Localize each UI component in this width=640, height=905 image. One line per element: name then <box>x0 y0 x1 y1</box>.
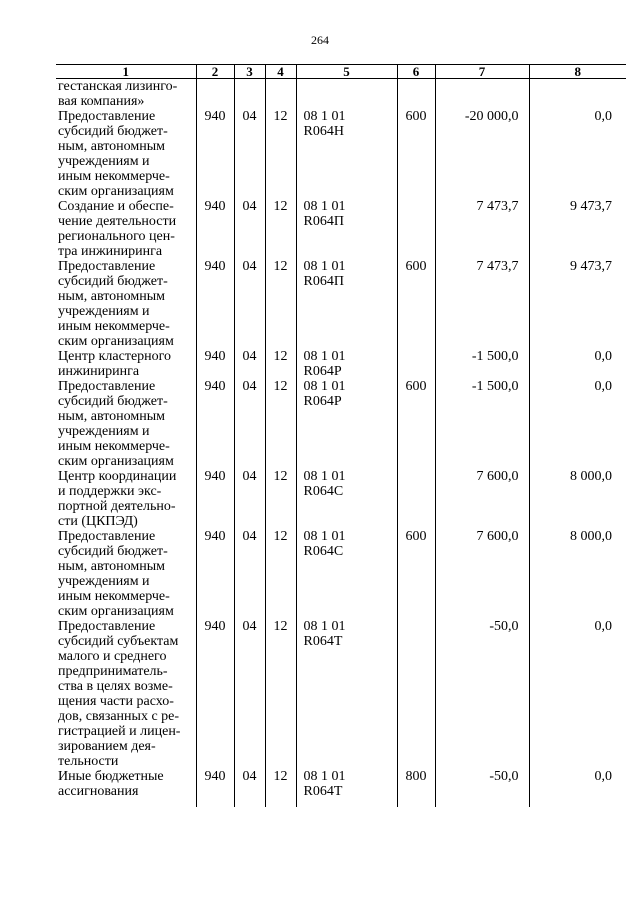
cell-subsection-code: 12 <box>265 769 296 807</box>
cell-amount-change: -1 500,0 <box>435 349 529 379</box>
cell-section-code: 04 <box>234 259 265 349</box>
cell-amount-total: 0,0 <box>529 379 626 469</box>
cell-expense-type: 600 <box>397 529 435 619</box>
cell-section-code: 04 <box>234 349 265 379</box>
page-number: 264 <box>311 33 329 47</box>
cell-amount-change: -50,0 <box>435 769 529 807</box>
cell-amount-change: 7 473,7 <box>435 259 529 349</box>
row-description: Предоставление субсидий бюджет- ным, автономным учреждениям и иным некоммерче- ским организациям <box>58 529 174 619</box>
cell-amount-total: 0,0 <box>529 769 626 807</box>
cell-target-article <box>296 79 397 110</box>
cell-ministry-code: 940 <box>196 349 234 379</box>
cell-section-code: 04 <box>234 619 265 769</box>
cell-amount-change: -1 500,0 <box>435 379 529 469</box>
cell-amount-change: 7 600,0 <box>435 469 529 529</box>
cell-expense-type: 600 <box>397 109 435 199</box>
cell-amount-total: 0,0 <box>529 619 626 769</box>
cell-target-article: 08 1 01 R064С <box>296 469 397 529</box>
header-col-1: 1 <box>56 65 196 79</box>
cell-subsection-code: 12 <box>265 529 296 619</box>
cell-ministry-code: 940 <box>196 109 234 199</box>
header-col-3: 3 <box>234 65 265 79</box>
row-description: Предоставление субсидий субъектам малого и среднего предприниматель- ства в целях возме- щения части расхо- дов, связанных с ре- гистрацией и лицен- зированием дея- тельности <box>58 619 181 769</box>
cell-expense-type <box>397 349 435 379</box>
cell-subsection-code: 12 <box>265 109 296 199</box>
table-row <box>56 469 626 529</box>
table-row <box>56 199 626 259</box>
header-col-8: 8 <box>529 65 626 79</box>
cell-section-code: 04 <box>234 529 265 619</box>
cell-expense-type <box>397 199 435 259</box>
cell-target-article: 08 1 01 R064Т <box>296 769 397 807</box>
row-description: Создание и обеспе- чение деятельности регионального цен- тра инжиниринга <box>58 199 177 259</box>
table-row <box>56 349 626 379</box>
header-col-5: 5 <box>296 65 397 79</box>
cell-amount-change: 7 600,0 <box>435 529 529 619</box>
cell-amount-total: 8 000,0 <box>529 529 626 619</box>
cell-amount-total: 9 473,7 <box>529 259 626 349</box>
table-row <box>56 529 626 619</box>
budget-table <box>56 64 626 807</box>
cell-amount-total: 0,0 <box>529 349 626 379</box>
cell-subsection-code: 12 <box>265 379 296 469</box>
cell-subsection-code <box>265 79 296 110</box>
cell-ministry-code: 940 <box>196 619 234 769</box>
cell-amount-change: 7 473,7 <box>435 199 529 259</box>
cell-target-article: 08 1 01 R064П <box>296 199 397 259</box>
cell-amount-change: -50,0 <box>435 619 529 769</box>
cell-subsection-code: 12 <box>265 349 296 379</box>
table-row <box>56 769 626 807</box>
cell-subsection-code: 12 <box>265 199 296 259</box>
cell-amount-change <box>435 79 529 110</box>
cell-amount-change: -20 000,0 <box>435 109 529 199</box>
row-description: Центр кластерного инжиниринга <box>58 349 172 379</box>
header-col-7: 7 <box>435 65 529 79</box>
cell-expense-type: 600 <box>397 259 435 349</box>
row-description: гестанская лизинго- вая компания» <box>58 79 178 109</box>
row-description: Предоставление субсидий бюджет- ным, автономным учреждениям и иным некоммерче- ским организациям <box>58 259 174 349</box>
cell-amount-total: 8 000,0 <box>529 469 626 529</box>
cell-expense-type <box>397 469 435 529</box>
cell-section-code: 04 <box>234 379 265 469</box>
table-body <box>56 79 626 808</box>
header-row <box>56 65 626 79</box>
cell-ministry-code: 940 <box>196 469 234 529</box>
header-col-2: 2 <box>196 65 234 79</box>
header-col-6: 6 <box>397 65 435 79</box>
table-row <box>56 379 626 469</box>
cell-section-code <box>234 79 265 110</box>
cell-subsection-code: 12 <box>265 469 296 529</box>
cell-target-article: 08 1 01 R064С <box>296 529 397 619</box>
table-row <box>56 79 626 110</box>
cell-amount-total: 0,0 <box>529 109 626 199</box>
cell-ministry-code: 940 <box>196 379 234 469</box>
cell-expense-type: 600 <box>397 379 435 469</box>
cell-expense-type <box>397 79 435 110</box>
cell-amount-total <box>529 79 626 110</box>
cell-subsection-code: 12 <box>265 259 296 349</box>
table-row <box>56 259 626 349</box>
row-description: Иные бюджетные ассигнования <box>58 769 164 799</box>
cell-ministry-code: 940 <box>196 199 234 259</box>
row-description: Предоставление субсидий бюджет- ным, автономным учреждениям и иным некоммерче- ским организациям <box>58 109 174 199</box>
cell-target-article: 08 1 01 R064Р <box>296 349 397 379</box>
cell-target-article: 08 1 01 R064Н <box>296 109 397 199</box>
cell-expense-type: 800 <box>397 769 435 807</box>
cell-ministry-code: 940 <box>196 259 234 349</box>
cell-target-article: 08 1 01 R064Т <box>296 619 397 769</box>
table-row <box>56 109 626 199</box>
table-row <box>56 619 626 769</box>
cell-section-code: 04 <box>234 769 265 807</box>
header-col-4: 4 <box>265 65 296 79</box>
cell-section-code: 04 <box>234 109 265 199</box>
cell-ministry-code <box>196 79 234 110</box>
cell-section-code: 04 <box>234 199 265 259</box>
cell-target-article: 08 1 01 R064Р <box>296 379 397 469</box>
cell-expense-type <box>397 619 435 769</box>
cell-section-code: 04 <box>234 469 265 529</box>
cell-ministry-code: 940 <box>196 529 234 619</box>
row-description: Центр координации и поддержки экс- портной деятельно- сти (ЦКПЭД) <box>58 469 177 529</box>
cell-amount-total: 9 473,7 <box>529 199 626 259</box>
cell-target-article: 08 1 01 R064П <box>296 259 397 349</box>
cell-subsection-code: 12 <box>265 619 296 769</box>
row-description: Предоставление субсидий бюджет- ным, автономным учреждениям и иным некоммерче- ским организациям <box>58 379 174 469</box>
cell-ministry-code: 940 <box>196 769 234 807</box>
